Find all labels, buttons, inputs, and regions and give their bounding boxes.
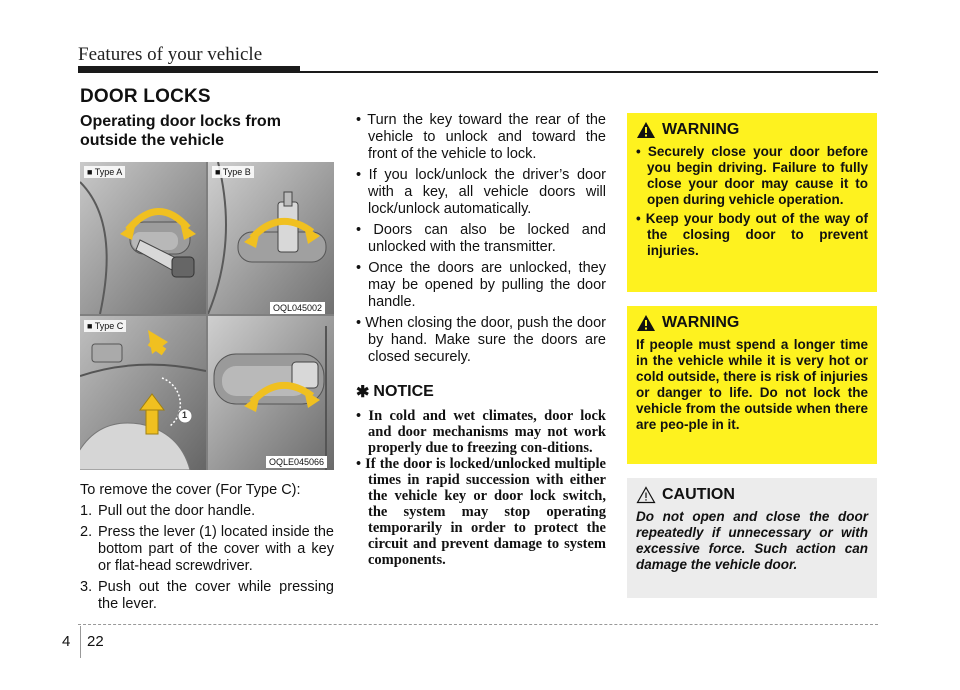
notice-title: NOTICE <box>373 383 434 400</box>
footer-divider <box>80 626 81 658</box>
type-b-label: ■ Type B <box>212 166 254 178</box>
warning-triangle-icon <box>636 121 656 139</box>
step-item: 1. Pull out the door handle. <box>80 503 256 519</box>
step-item: 2. Press the lever (1) located inside the bottom part of the cover with a key or flat-head screwdriver. <box>80 524 334 574</box>
chapter-number: 4 <box>62 633 71 650</box>
key-lock-instructions <box>356 112 606 366</box>
warning-title: WARNING <box>662 121 740 138</box>
type-a-label: ■ Type A <box>84 166 125 178</box>
notice-icon: ✱ <box>356 384 370 401</box>
list-item: • Securely close your door before you begin driving. Failure to fully close your door may cause it to open during vehicle operation. <box>636 144 868 207</box>
warning-box-occupants <box>627 306 877 464</box>
caution-box <box>627 478 877 598</box>
type-a-panel <box>80 162 206 314</box>
section-title: DOOR LOCKS <box>80 86 211 107</box>
list-item: • If you lock/unlock the driver’s door with a key, all vehicle doors will lock/unlock automatically. <box>356 167 606 217</box>
door-lock-figure <box>80 162 334 470</box>
notice-list <box>356 408 606 568</box>
header-bar <box>78 66 300 73</box>
warning-list <box>636 144 868 259</box>
cover-removal-intro: To remove the cover (For Type C): <box>80 482 301 498</box>
footer-rule <box>78 624 878 625</box>
running-header: Features of your vehicle <box>78 44 263 65</box>
list-item: • If the door is locked/unlocked multiple times in rapid succession with either the vehicle key or door lock switch, the system may stop operating temporarily in order to protect the circuit and prevent damage to system components. <box>356 456 606 568</box>
warning-title: WARNING <box>662 314 740 331</box>
type-b-panel <box>208 162 334 314</box>
type-c-handle-panel <box>208 316 334 470</box>
sub-heading: Operating door locks from outside the vehicle <box>80 113 281 149</box>
figure-code-bottom: OQLE045066 <box>266 456 327 468</box>
cover-removal-steps <box>80 503 334 613</box>
list-item: • Doors can also be locked and unlocked with the transmitter. <box>356 222 606 255</box>
notice-heading <box>356 382 606 402</box>
left-column <box>80 112 334 617</box>
page-number: 22 <box>87 633 104 650</box>
lever-callout: 1 <box>182 410 188 420</box>
figure-code-top: OQL045002 <box>270 302 325 314</box>
header-rule <box>300 71 878 73</box>
type-c-label: ■ Type C <box>84 320 126 332</box>
list-item: • When closing the door, push the door by hand. Make sure the doors are closed securely. <box>356 315 606 365</box>
caution-heading <box>636 486 868 504</box>
warning-box-door <box>627 113 877 292</box>
warning-heading <box>636 314 868 332</box>
step-item: 3. Push out the cover while pressing the lever. <box>80 579 334 612</box>
warning-heading <box>636 121 868 139</box>
list-item: • In cold and wet climates, door lock and door mechanisms may not work properly due to freezing con-ditions. <box>356 408 606 456</box>
warning-text: If people must spend a longer time in the vehicle while it is very hot or cold outside, there is risk of injuries or danger to life. Do not lock the vehicle from the outside when there are peo-ple in it. <box>636 337 868 432</box>
warning-triangle-icon <box>636 314 656 332</box>
caution-title: CAUTION <box>662 486 735 503</box>
list-item: • Keep your body out of the way of the closing door to prevent injuries. <box>636 211 868 258</box>
list-item: • Turn the key toward the rear of the vehicle to unlock and toward the front of the vehicle to lock. <box>356 112 606 162</box>
caution-triangle-icon <box>636 486 656 504</box>
type-c-panel <box>80 316 206 470</box>
list-item: • Once the doors are unlocked, they may be opened by pulling the door handle. <box>356 260 606 310</box>
caution-text: Do not open and close the door repeatedly if unnecessary or with excessive force. Such action can damage the vehicle door. <box>636 509 868 572</box>
middle-column <box>356 112 606 568</box>
